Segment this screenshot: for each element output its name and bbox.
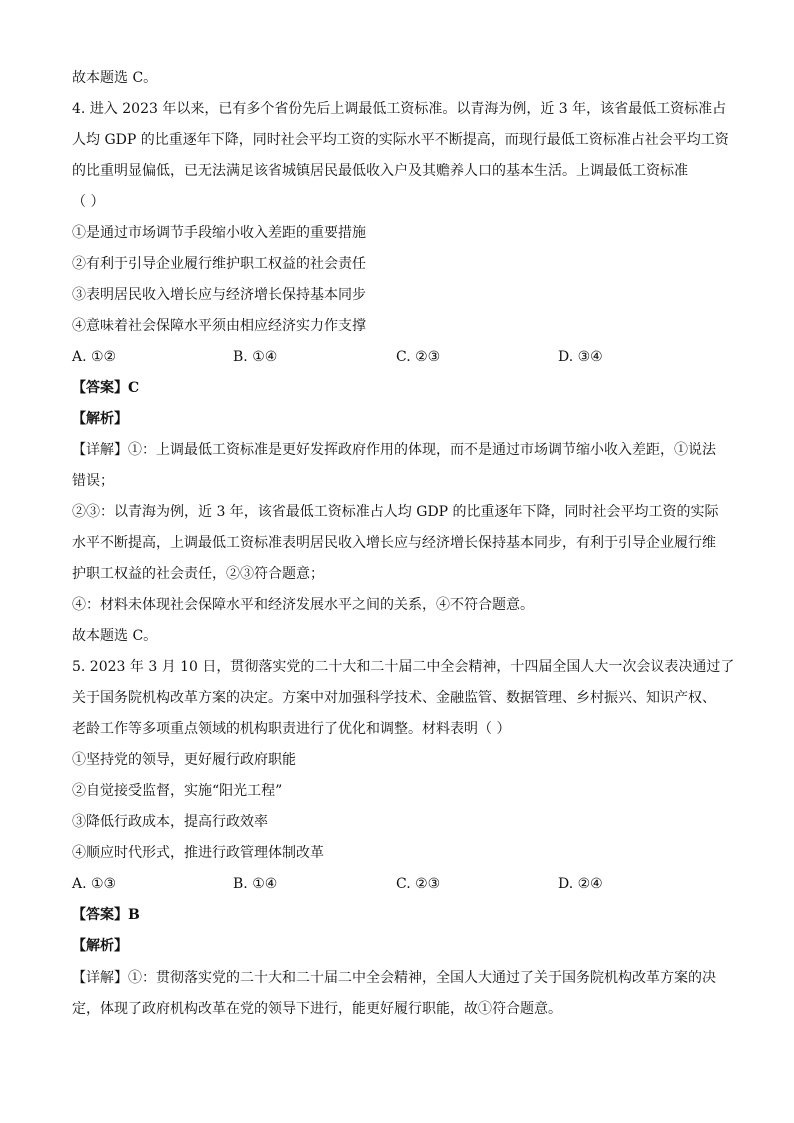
q5-option-d: D. ②④ <box>558 876 603 892</box>
q5-detail-line-1: 【详解】①：贯彻落实党的二十大和二十届二中全会精神，全国人大通过了关于国务院机构改革方案的决 <box>72 970 716 986</box>
q5-analysis-heading: 【解析】 <box>72 938 128 954</box>
q4-detail-line-6: ④：材料未体现社会保障水平和经济发展水平之间的关系，④不符合题意。 <box>72 597 534 613</box>
q5-statement-4: ④顺应时代形式，推进行政管理体制改革 <box>72 845 324 861</box>
q4-answer-blank: （ ） <box>72 194 105 210</box>
q4-statement-2: ②有利于引导企业履行维护职工权益的社会责任 <box>72 256 366 272</box>
q5-statement-3: ③降低行政成本，提高行政效率 <box>72 814 268 830</box>
q4-option-d: D. ③④ <box>558 349 603 365</box>
q5-options <box>72 874 724 894</box>
q4-statement-1: ①是通过市场调节手段缩小收入差距的重要措施 <box>72 225 366 241</box>
q5-stem-line-2: 关于国务院机构改革方案的决定。方案中对加强科学技术、金融监管、数据管理、乡村振兴、知识产权、 <box>72 690 716 706</box>
q4-option-b: B. ①④ <box>233 349 278 365</box>
q4-options <box>72 347 724 367</box>
q3-conclusion: 故本题选 C。 <box>72 70 158 86</box>
q5-answer: 【答案】B <box>72 907 140 923</box>
q4-option-c: C. ②③ <box>396 349 441 365</box>
q4-analysis-heading: 【解析】 <box>72 411 128 427</box>
q5-stem-line-3: 老龄工作等多项重点领域的机构职责进行了优化和调整。材料表明（ ） <box>72 721 511 737</box>
q4-detail-line-4: 水平不断提高，上调最低工资标准表明居民收入增长应与经济增长保持基本同步，有利于引导企业履行维 <box>72 535 716 551</box>
q4-detail-line-2: 错误； <box>72 473 114 489</box>
q5-option-c: C. ②③ <box>396 876 441 892</box>
q4-option-a: A. ①② <box>72 349 117 365</box>
q5-stem-line-1: 5. 2023 年 3 月 10 日，贯彻落实党的二十大和二十届二中全会精神，十四届全国人大一次会议表决通过了 <box>72 659 735 675</box>
q4-detail-line-3: ②③：以青海为例，近 3 年，该省最低工资标准占人均 GDP 的比重逐年下降，同时社会平均工资的实际 <box>72 504 719 520</box>
q4-stem-line-3: 的比重明显偏低，已无法满足该省城镇居民最低收入户及其赡养人口的基本生活。上调最低工资标准 <box>72 163 688 179</box>
q5-statement-2: ②自觉接受监督，实施“阳光工程” <box>72 783 283 799</box>
q5-detail-line-2: 定，体现了政府机构改革在党的领导下进行，能更好履行职能，故①符合题意。 <box>72 1001 562 1017</box>
q4-detail-line-1: 【详解】①：上调最低工资标准是更好发挥政府作用的体现，而不是通过市场调节缩小收入差距，①说法 <box>72 442 716 458</box>
q4-statement-3: ③表明居民收入增长应与经济增长保持基本同步 <box>72 287 366 303</box>
q4-detail-line-5: 护职工权益的社会责任，②③符合题意； <box>72 566 324 582</box>
q4-answer: 【答案】C <box>72 380 140 396</box>
q4-statement-4: ④意味着社会保障水平须由相应经济实力作支撑 <box>72 318 366 334</box>
q5-option-a: A. ①③ <box>72 876 117 892</box>
q5-statement-1: ①坚持党的领导，更好履行政府职能 <box>72 752 296 768</box>
q5-option-b: B. ①④ <box>233 876 278 892</box>
q4-stem-line-2: 人均 GDP 的比重逐年下降，同时社会平均工资的实际水平不断提高，而现行最低工资标准占社会平均工资 <box>72 132 729 148</box>
q4-stem-line-1: 4. 进入 2023 年以来，已有多个省份先后上调最低工资标准。以青海为例，近 3 年，该省最低工资标准占 <box>72 101 727 117</box>
q4-conclusion: 故本题选 C。 <box>72 628 158 644</box>
